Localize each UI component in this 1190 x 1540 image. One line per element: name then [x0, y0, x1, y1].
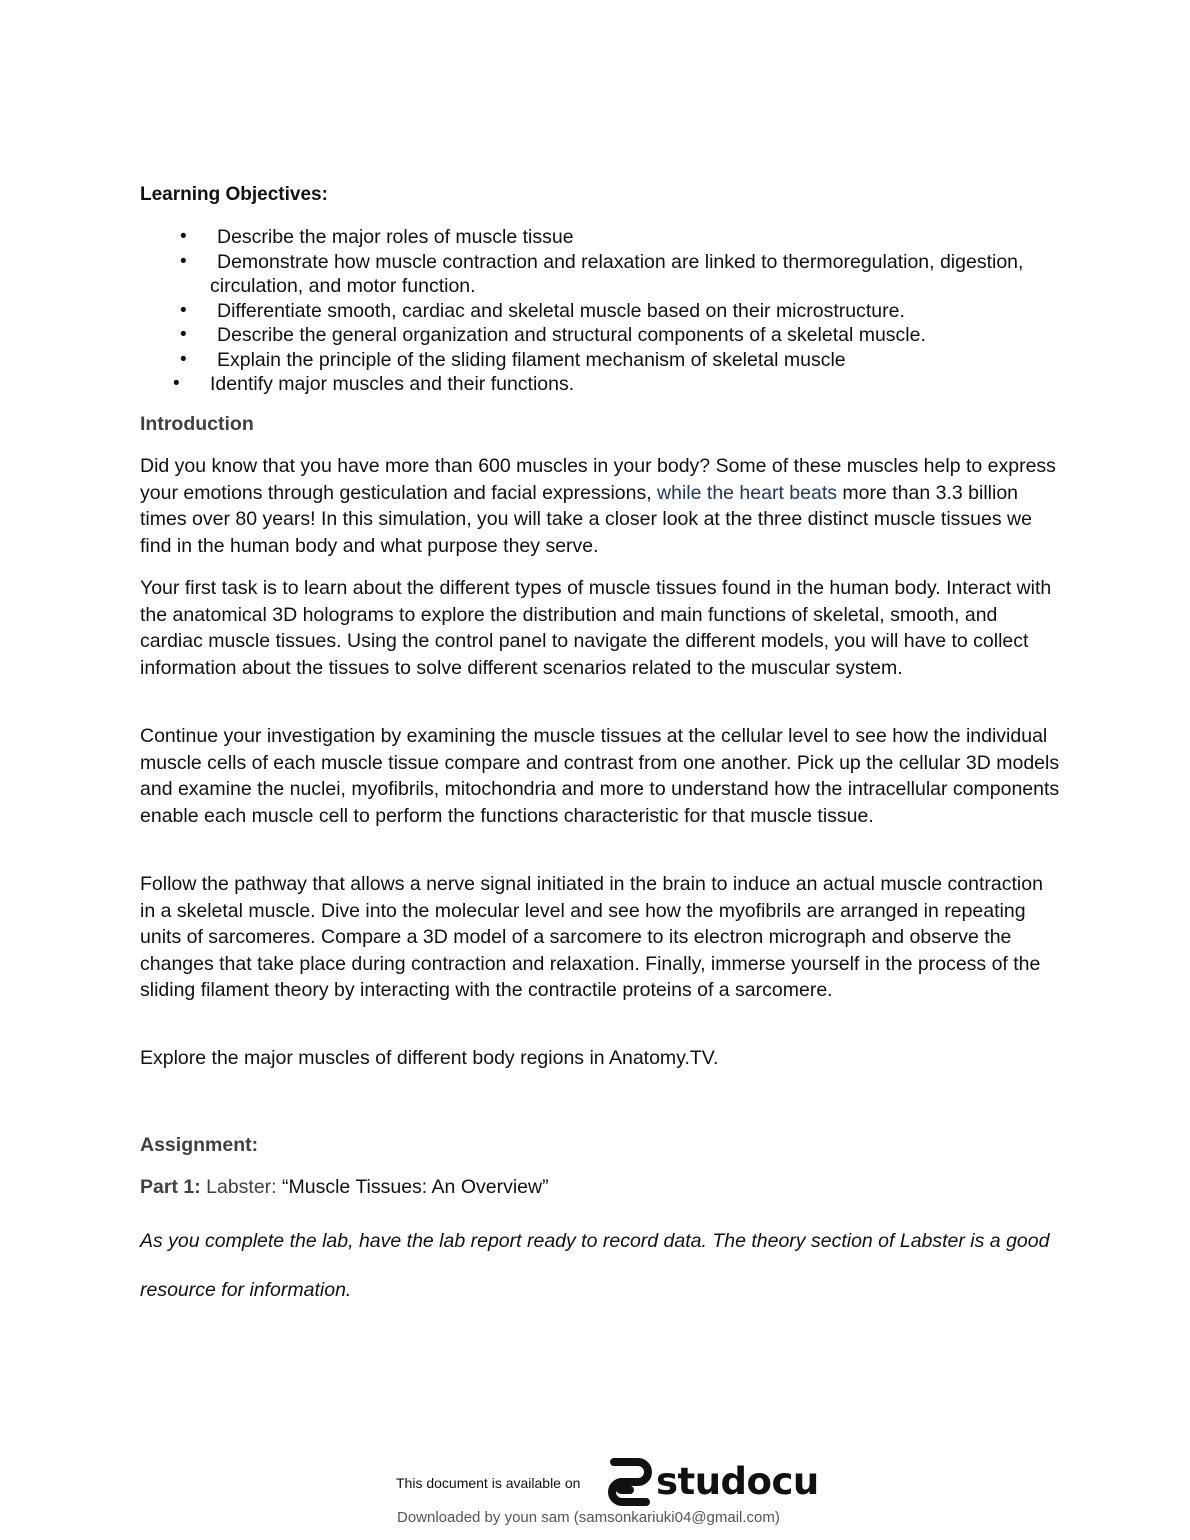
assignment-note: As you complete the lab, have the lab report ready to record data. The theory section of Labster is a good resource for information.: [140, 1230, 1050, 1301]
objective-item: • Describe the major roles of muscle tissue: [140, 225, 1060, 250]
objective-item: • Identify major muscles and their functions.: [140, 372, 1060, 397]
footer-available-text: This document is available on: [396, 1475, 581, 1491]
learning-objectives-heading: Learning Objectives:: [140, 184, 328, 205]
objective-item: • Describe the general organization and structural components of a skeletal muscle.: [140, 323, 1060, 348]
studocu-mark-icon: [608, 1458, 652, 1506]
part-source: Labster:: [206, 1176, 277, 1198]
intro-paragraph-1: [140, 453, 1060, 559]
intro-paragraph-2: Your first task is to learn about the different types of muscle tissues found in the human body. Interact with the anatomical 3D holograms to explore the distribution and main functions of skeletal, smooth, and cardiac muscle tissues. Using the control panel to navigate the different models, you will have to collect information about the tissues to solve different scenarios related to the muscular system.: [140, 577, 1052, 679]
objective-item: • Explain the principle of the sliding filament mechanism of skeletal muscle: [140, 348, 1060, 373]
intro-p1-link: while the heart beats: [657, 481, 837, 504]
intro-paragraph-5: Explore the major muscles of different body regions in Anatomy.TV.: [140, 1047, 719, 1069]
studocu-logo[interactable]: [608, 1458, 819, 1506]
downloaded-by-text: Downloaded by youn sam (samsonkariuki04@gmail.com): [397, 1509, 780, 1526]
part-label: Part 1:: [140, 1176, 201, 1198]
introduction-heading: Introduction: [140, 413, 254, 435]
intro-paragraph-4: Follow the pathway that allows a nerve signal initiated in the brain to induce an actual muscle contraction in a skeletal muscle. Dive into the molecular level and see how the myofibrils are arranged in repeating units of sarcomeres. Compare a 3D model of a sarcomere to its electron micrograph and observe the changes that take place during contraction and relaxation. Finally, immerse yourself in the process of the sliding filament theory by interacting with the contractile proteins of a sarcomere.: [140, 873, 1043, 1002]
objective-item: • Differentiate smooth, cardiac and skeletal muscle based on their microstructure.: [140, 299, 1060, 324]
assignment-heading: Assignment:: [140, 1134, 259, 1156]
objective-item: • Demonstrate how muscle contraction and relaxation are linked to thermoregulation, digestion, circulation, and motor function.: [140, 250, 1060, 299]
studocu-wordmark: studocu: [656, 1460, 819, 1503]
assignment-part-1: [140, 1176, 549, 1199]
part-title: “Muscle Tissues: An Overview”: [276, 1176, 549, 1198]
intro-paragraph-3: Continue your investigation by examining the muscle tissues at the cellular level to see how the individual muscle cells of each muscle tissue compare and contrast from one another. Pick up the cellular 3D models and examine the nuclei, myofibrils, mitochondria and more to understand how the intracellular components enable each muscle cell to perform the functions characteristic for that muscle tissue.: [140, 725, 1060, 827]
intro-p1-text-end: more than 3.3 billion times over 80 years! In this simulation, you will take a closer look at the three distinct muscle tissues we find in the human body and what purpose they serve.: [140, 481, 1032, 557]
learning-objectives-list: [140, 225, 1060, 397]
intro-p1-text: Did you know that you have more than 600 muscles in your body? Some of these muscles help to express your emotions through gesticulation and facial expressions,: [140, 455, 1056, 504]
